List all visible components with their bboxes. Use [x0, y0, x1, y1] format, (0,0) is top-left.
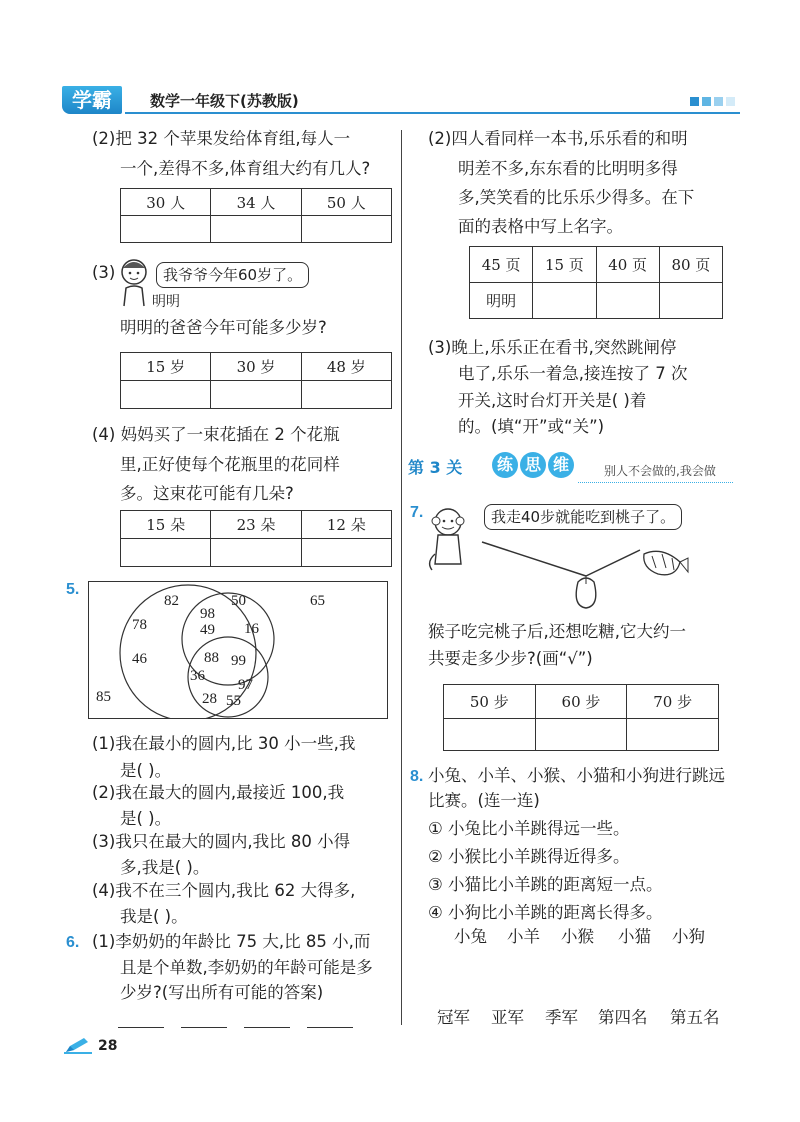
answer-cell[interactable]	[211, 539, 301, 567]
left-q4-table	[120, 510, 392, 567]
q8-line1: 小兔、小羊、小猴、小猫和小狗进行跳远	[428, 766, 725, 785]
answer-cell[interactable]	[121, 381, 211, 409]
section-3-pill: 维	[548, 452, 574, 478]
q7-speech-bubble: 我走40步就能吃到桃子了。	[484, 504, 682, 530]
answer-cell[interactable]	[301, 216, 391, 243]
q8-statement: ② 小猴比小羊跳得近得多。	[428, 847, 630, 866]
left-q3-question: 明明的爸爸今年可能多少岁?	[120, 318, 327, 337]
answer-blank[interactable]	[244, 1011, 290, 1028]
q8-animal[interactable]: 小羊	[507, 927, 540, 946]
venn-number: 88	[204, 650, 219, 666]
q5-sub2-line2: 是( )。	[120, 809, 172, 828]
venn-number: 98	[200, 606, 215, 622]
header-decoration	[726, 97, 735, 106]
header-decoration	[702, 97, 711, 106]
column-divider	[401, 130, 402, 1025]
venn-number: 97	[238, 677, 253, 693]
path-line	[586, 550, 640, 576]
right-q2-line4: 面的表格中写上名字。	[458, 217, 623, 236]
right-q2-line2: 明差不多,东东看的比明明多得	[458, 159, 678, 178]
left-q3-speech-bubble: 我爷爷今年60岁了。	[156, 262, 309, 288]
left-q2-table	[120, 188, 392, 243]
answer-cell[interactable]	[301, 381, 391, 409]
section-3-tagline: 别人不会做的,我会做	[604, 464, 716, 478]
q8-animal[interactable]: 小兔	[454, 927, 487, 946]
q5-sub4-line2: 我是( )。	[120, 907, 188, 926]
header-decoration	[690, 97, 699, 106]
section-3-rule	[578, 482, 733, 484]
answer-cell[interactable]	[121, 216, 211, 243]
header-decoration	[714, 97, 723, 106]
venn-number: 36	[190, 668, 205, 684]
answer-cell[interactable]	[535, 719, 627, 751]
right-q2-line1: (2)四人看同样一本书,乐乐看的和明	[428, 129, 688, 148]
table-cell: 60 步	[535, 685, 627, 719]
q7-question-line2: 共要走多少步?(画“√”)	[428, 649, 593, 668]
section-3-label: 第 3 关	[408, 458, 463, 477]
left-q2-line1: (2)把 32 个苹果发给体育组,每人一	[92, 129, 351, 148]
left-q3-label: (3)	[92, 263, 116, 282]
venn-number: 46	[132, 651, 147, 667]
page-number: 28	[98, 1038, 118, 1054]
q7-number: 7.	[410, 504, 424, 521]
q6-number: 6.	[66, 934, 80, 951]
table-cell: 40 页	[596, 247, 659, 283]
section-3-pill: 练	[492, 452, 518, 478]
monkey-icon	[430, 509, 464, 570]
table-cell: 23 朵	[211, 511, 301, 539]
left-q3-table	[120, 352, 392, 409]
answer-blank[interactable]	[118, 1011, 164, 1028]
answer-blank[interactable]	[181, 1011, 227, 1028]
answer-cell[interactable]	[301, 539, 391, 567]
path-line	[482, 542, 586, 576]
q6-line3: 少岁?(写出所有可能的答案)	[120, 983, 324, 1002]
q5-sub4-line1: (4)我不在三个圆内,我比 62 大得多,	[92, 881, 356, 900]
q5-number: 5.	[66, 581, 80, 598]
right-q2-table	[469, 246, 723, 319]
venn-number: 65	[310, 593, 325, 609]
header-rule	[125, 112, 740, 114]
q8-statement: ① 小兔比小羊跳得远一些。	[428, 819, 630, 838]
q5-sub2-line1: (2)我在最大的圆内,最接近 100,我	[92, 783, 345, 802]
venn-number: 16	[244, 621, 259, 637]
q5-sub1-line2: 是( )。	[120, 761, 172, 780]
candy-icon	[644, 551, 688, 574]
q7-question-line1: 猴子吃完桃子后,还想吃糖,它大约一	[428, 622, 686, 641]
answer-cell[interactable]	[627, 719, 719, 751]
brand-logo: 学霸	[62, 86, 122, 114]
table-cell: 48 岁	[301, 353, 391, 381]
q8-number: 8.	[410, 768, 424, 785]
q8-rank[interactable]: 亚军	[491, 1008, 524, 1027]
q5-sub3-line1: (3)我只在最大的圆内,我比 80 小得	[92, 832, 351, 851]
left-q4-line3: 多。这束花可能有几朵?	[120, 484, 294, 503]
q5-sub3-line2: 多,我是( )。	[120, 858, 210, 877]
venn-number: 85	[96, 689, 111, 705]
q5-sub1-line1: (1)我在最小的圆内,比 30 小一些,我	[92, 734, 356, 753]
q8-animal[interactable]: 小猫	[618, 927, 651, 946]
table-cell: 明明	[470, 283, 533, 319]
right-q3-line1: (3)晚上,乐乐正在看书,突然跳闸停	[428, 338, 677, 357]
right-q3-line2: 电了,乐乐一着急,接连按了 7 次	[458, 364, 688, 383]
q8-rank[interactable]: 季军	[545, 1008, 578, 1027]
left-q4-line1: (4) 妈妈买了一束花插在 2 个花瓶	[92, 425, 340, 444]
table-cell: 15 朵	[121, 511, 211, 539]
q8-rank[interactable]: 第四名	[598, 1008, 648, 1027]
table-cell: 45 页	[470, 247, 533, 283]
venn-diagram	[88, 581, 388, 719]
table-cell: 50 人	[301, 189, 391, 216]
pencil-icon	[64, 1036, 92, 1054]
answer-cell[interactable]	[596, 283, 659, 319]
peach-icon	[576, 576, 596, 608]
table-cell: 34 人	[211, 189, 301, 216]
q7-table	[443, 684, 719, 751]
q8-line2: 比赛。(连一连)	[428, 791, 540, 810]
table-cell: 30 岁	[211, 353, 301, 381]
q6-line2: 且是个单数,李奶奶的年龄可能是多	[120, 958, 373, 977]
right-q3-line3: 开关,这时台灯开关是( )着	[458, 391, 647, 410]
q8-rank[interactable]: 冠军	[437, 1008, 470, 1027]
answer-cell[interactable]	[659, 283, 722, 319]
page-header-title: 数学一年级下(苏教版)	[150, 92, 299, 110]
table-cell: 50 步	[444, 685, 536, 719]
q8-statement: ③ 小猫比小羊跳的距离短一点。	[428, 875, 663, 894]
venn-number: 78	[132, 617, 147, 633]
table-cell: 15 页	[533, 247, 596, 283]
venn-number: 28	[202, 691, 217, 707]
left-q4-line2: 里,正好使每个花瓶里的花同样	[120, 455, 340, 474]
answer-cell[interactable]	[444, 719, 536, 751]
answer-cell[interactable]	[121, 539, 211, 567]
section-3-header	[408, 452, 738, 484]
q8-statement: ④ 小狗比小羊跳的距离长得多。	[428, 903, 663, 922]
table-cell: 70 步	[627, 685, 719, 719]
answer-cell[interactable]	[211, 216, 301, 243]
table-cell: 12 朵	[301, 511, 391, 539]
table-cell: 30 人	[121, 189, 211, 216]
right-q2-line3: 多,笑笑看的比乐乐少得多。在下	[458, 188, 695, 207]
q8-rank[interactable]: 第五名	[670, 1008, 720, 1027]
answer-cell[interactable]	[211, 381, 301, 409]
q8-animal[interactable]: 小狗	[672, 927, 705, 946]
table-cell: 15 岁	[121, 353, 211, 381]
q6-answer-blanks[interactable]	[112, 1011, 359, 1032]
right-q3-line4: 的。(填“开”或“关”)	[458, 417, 605, 436]
venn-number: 49	[200, 622, 215, 638]
q8-animal[interactable]: 小猴	[561, 927, 594, 946]
left-q3-character-name: 明明	[152, 294, 180, 310]
answer-cell[interactable]	[533, 283, 596, 319]
venn-number: 82	[164, 593, 179, 609]
answer-blank[interactable]	[307, 1011, 353, 1028]
venn-number: 55	[226, 693, 241, 709]
venn-number: 50	[231, 593, 246, 609]
venn-number: 99	[231, 653, 246, 669]
left-q2-line2: 一个,差得不多,体育组大约有几人?	[120, 159, 371, 178]
q6-line1: (1)李奶奶的年龄比 75 大,比 85 小,而	[92, 932, 371, 951]
table-cell: 80 页	[659, 247, 722, 283]
boy-illustration-icon	[116, 258, 152, 308]
section-3-pill: 思	[520, 452, 546, 478]
